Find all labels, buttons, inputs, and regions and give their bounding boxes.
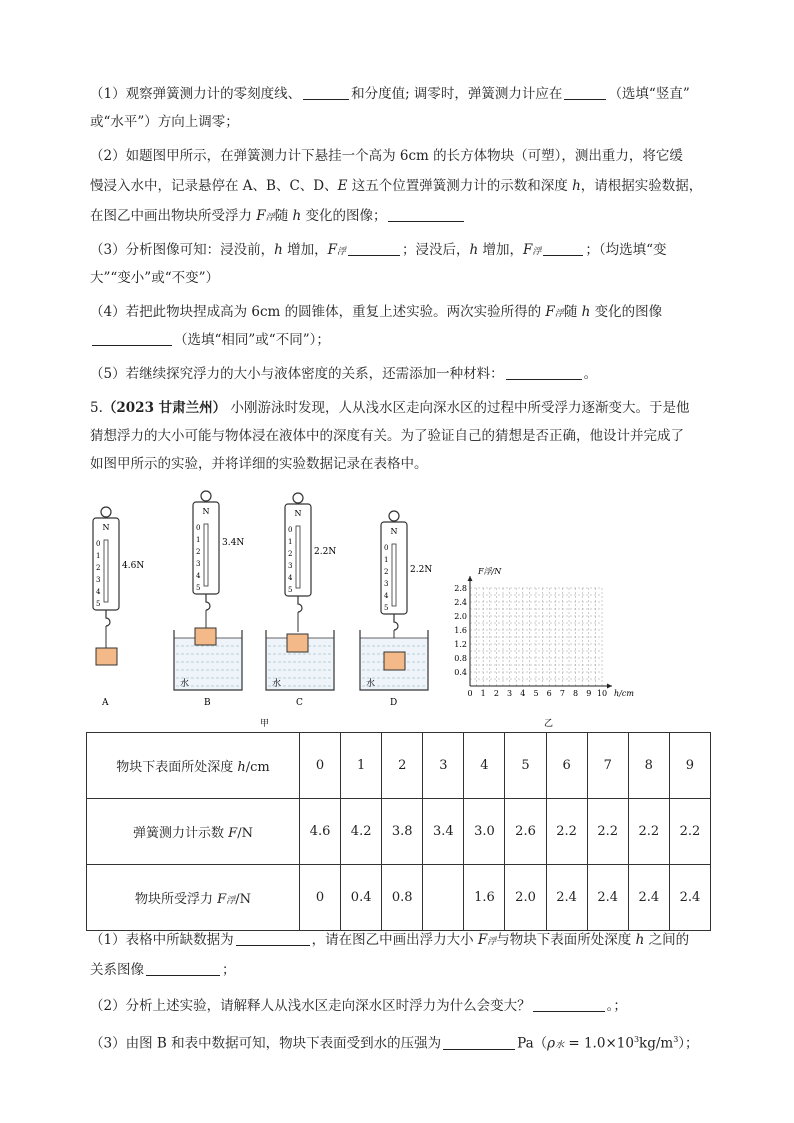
- q4-p2-var-f: F: [256, 208, 266, 224]
- answer-blank[interactable]: [564, 85, 606, 100]
- q4-p3-var-h: h: [274, 242, 283, 258]
- x-tick-label: 0: [467, 689, 473, 698]
- caption-yi: 乙: [544, 719, 554, 729]
- q4-p2-sub: 浮: [265, 213, 275, 223]
- q4-p1-text-c: （选填“竖直”: [608, 86, 690, 102]
- tick: 2: [288, 550, 293, 558]
- q5-a1-text-b: ，请在图乙中画出浮力大小: [311, 932, 478, 948]
- q4-p4-sub: 浮: [554, 309, 564, 319]
- q4-p2-text-c: 这五个位置弹簧测力计的示数和深度: [347, 178, 573, 194]
- q4-p4-var-f: F: [545, 304, 555, 320]
- scale-a: [93, 507, 144, 708]
- q5-a2-text-b: 。；: [606, 998, 627, 1014]
- q5-a1-text-f: ；: [222, 962, 236, 978]
- scale-b-n-label: N: [202, 507, 210, 516]
- q4-p2-text-b: 慢浸入水中，记录悬停在 A、B、C、D、: [90, 178, 338, 194]
- tick: 0: [384, 544, 389, 552]
- header-var: F: [228, 826, 238, 841]
- q4-p3-sub2: 浮: [532, 247, 542, 257]
- answer-blank[interactable]: [543, 241, 583, 256]
- x-axis-label: h/cm: [614, 689, 634, 698]
- cell: 2.6: [505, 799, 546, 865]
- answer-blank[interactable]: [236, 931, 310, 946]
- q4-p3-sub: 浮: [336, 247, 346, 257]
- q5-source: （2023 甘肃兰州）: [102, 400, 227, 416]
- q5-text-1: 小刚游泳时发现，人从浅水区走向深水区的过程中所受浮力逐渐变大。于是他: [226, 400, 690, 416]
- tick: 1: [196, 536, 201, 544]
- x-tick-label: 4: [520, 689, 526, 698]
- tick: 4: [288, 574, 293, 582]
- q5-a1-text-d: 之间的: [644, 932, 690, 948]
- q4-p4-text-a: （4）若把此物块捏成高为 6cm 的圆锥体，重复上述实验。两次实验所得的: [90, 304, 546, 320]
- cell: 2.4: [587, 865, 628, 931]
- cell: 2.2: [628, 799, 669, 865]
- q5-a3-exp: 3: [633, 1035, 640, 1044]
- header-text: 物块所受浮力: [135, 892, 218, 907]
- y-axis-label: F浮/N: [478, 567, 502, 576]
- q5-a1-var-h: h: [635, 932, 645, 948]
- q5-text-3: 如图甲所示的实验，并将详细的实验数据记录在表格中。: [90, 456, 428, 472]
- q4-p4-text-c: 变化的图像: [590, 304, 663, 320]
- q5-a1-text-c: 与物块下表面所处深度: [496, 932, 636, 948]
- q4-p3-text-a: （3）分析图像可知：浸没前，: [90, 242, 275, 258]
- label-b: B: [204, 698, 211, 708]
- cell: 3.4: [423, 799, 464, 865]
- cell: 2.4: [669, 865, 710, 931]
- q4-p3-var-h2: h: [469, 242, 479, 258]
- q4-part1-line1: [90, 84, 710, 104]
- q4-part3-line2: [90, 268, 710, 288]
- cell: 1.6: [464, 865, 505, 931]
- q5-a3-text-a: （3）由图 B 和表中数据可知，物块下表面受到水的压强为: [90, 1035, 442, 1052]
- q4-p1-text-b: 和分度值; 调零时，弹簧测力计应在: [351, 86, 563, 102]
- scale-d-reading: 2.2N: [410, 565, 433, 575]
- cell: 1: [341, 733, 382, 799]
- tick: 1: [96, 552, 101, 560]
- label-a: A: [102, 698, 109, 708]
- y-tick-label: 2.8: [454, 584, 467, 593]
- cell: 5: [505, 733, 546, 799]
- label-d: D: [390, 698, 398, 708]
- cell: 3.0: [464, 799, 505, 865]
- q5-a1-text-a: （1）表格中所缺数据为: [90, 932, 234, 948]
- tick: 2: [384, 568, 389, 576]
- q5-a1-var-f: F: [477, 932, 488, 948]
- q4-part5-line: [90, 364, 710, 384]
- cell: 9: [669, 733, 710, 799]
- q5-stem-line1: [90, 398, 710, 418]
- q4-p2-text-a: （2）如题图甲所示，在弹簧测力计下悬挂一个高为 6cm 的长方体物块（可塑），测出重力，将它缓: [90, 148, 683, 164]
- header-unit: /N: [237, 826, 253, 841]
- scale-b-reading: 3.4N: [222, 538, 245, 548]
- block-c: [287, 634, 308, 652]
- answer-blank[interactable]: [303, 85, 349, 100]
- q4-p3-var-f: F: [327, 242, 337, 258]
- q4-p2-text-e: 在图乙中画出物块所受浮力: [90, 208, 257, 224]
- tick: 4: [384, 592, 389, 600]
- q5-a1-text-e: 关系图像: [90, 962, 144, 978]
- scale-c-reading: 2.2N: [314, 547, 337, 557]
- cell: 6: [546, 733, 587, 799]
- cell: 0: [300, 733, 341, 799]
- q5-stem-line3: [90, 454, 710, 474]
- data-table: [86, 732, 711, 931]
- cell: 2.0: [505, 865, 546, 931]
- table-row: [87, 799, 711, 865]
- table-row: [87, 865, 711, 931]
- row-header-buoyancy: [87, 865, 300, 931]
- scale-d: [360, 511, 432, 708]
- y-tick-label: 2.4: [454, 598, 467, 607]
- tick: 5: [384, 604, 389, 612]
- header-sub: 浮: [226, 896, 236, 906]
- table-row: [87, 733, 711, 799]
- caption-jia: 甲: [260, 719, 270, 729]
- tick: 3: [196, 560, 201, 568]
- q4-p2-var-h2: h: [292, 208, 302, 224]
- tick: 0: [196, 524, 201, 532]
- header-var: h: [237, 760, 246, 775]
- q4-p4-text-b: 随: [563, 304, 582, 320]
- cell: 4: [464, 733, 505, 799]
- tick: 1: [384, 556, 389, 564]
- x-tick-label: 9: [586, 689, 592, 698]
- tick: 0: [96, 540, 101, 548]
- q5-a2-text-a: （2）分析上述实验，请解释人从浅水区走向深水区时浮力为什么会变大？: [90, 998, 531, 1014]
- cell: 4.6: [300, 799, 341, 865]
- q4-p3-text-d: 增加，: [478, 242, 523, 258]
- cell: 0.4: [341, 865, 382, 931]
- row-header-reading: [87, 799, 300, 865]
- scale-b: [174, 491, 244, 708]
- scale-a-reading: 4.6N: [122, 561, 145, 571]
- answer-blank[interactable]: [146, 961, 220, 976]
- q4-p3-text-c: ；浸没后，: [401, 242, 470, 258]
- tick: 5: [288, 586, 293, 594]
- missing-cell[interactable]: [423, 865, 464, 931]
- scale-c: [266, 493, 336, 708]
- tick: 3: [96, 576, 101, 584]
- cell: 0: [300, 865, 341, 931]
- q5-number: 5.: [90, 400, 103, 416]
- label-c: C: [296, 698, 303, 708]
- header-unit: /cm: [245, 760, 270, 775]
- scale-a-n-label: N: [102, 523, 110, 532]
- y-tick-label: 0.4: [454, 668, 467, 677]
- cell: 2.4: [628, 865, 669, 931]
- tick: 4: [96, 588, 101, 596]
- tick: 2: [196, 548, 201, 556]
- q5-part2-line: [90, 996, 710, 1016]
- cell: 0.8: [382, 865, 423, 931]
- x-tick-label: 2: [493, 689, 499, 698]
- header-unit: /N: [235, 892, 251, 907]
- q5-a1-sub: 浮: [487, 937, 497, 947]
- q4-part2-line1: [90, 146, 710, 166]
- q5-stem-line2: [90, 426, 710, 446]
- tick: 4: [196, 572, 201, 580]
- answer-blank[interactable]: [506, 365, 582, 380]
- q5-part3-line: [90, 1030, 710, 1056]
- q4-p2-text-d: ，请根据实验数据，: [580, 178, 703, 194]
- water-label-d: 水: [366, 679, 376, 689]
- tick: 2: [96, 564, 101, 572]
- y-tick-label: 0.8: [454, 654, 467, 663]
- water-label-b: 水: [180, 679, 190, 689]
- q5-text-2: 猜想浮力的大小可能与物体浸在液体中的深度有关。为了验证自己的猜想是否正确，他设计并完成了: [90, 428, 684, 444]
- row-header-depth: [87, 733, 300, 799]
- x-tick-label: 10: [596, 689, 608, 698]
- q4-p3-text-f: 大”“变小”或“不变”）: [90, 270, 220, 286]
- cell: 2.2: [546, 799, 587, 865]
- cell: 3: [423, 733, 464, 799]
- water-label-c: 水: [272, 679, 282, 689]
- block-a: [96, 648, 117, 665]
- q4-p5-text-a: （5）若继续探究浮力的大小与液体密度的关系，还需添加一种材料：: [90, 366, 504, 382]
- y-axis-arrow: [468, 576, 473, 581]
- q4-p2-var-h: h: [572, 178, 581, 194]
- experiment-figure: [88, 490, 648, 730]
- cell: 4.2: [341, 799, 382, 865]
- cell: 3.8: [382, 799, 423, 865]
- answer-blank[interactable]: [348, 241, 400, 256]
- q5-a3-text-d: kg/m: [639, 1035, 674, 1052]
- q5-a3-text-c: = 1.0×10: [564, 1035, 634, 1052]
- tick: 0: [288, 526, 293, 534]
- q5-part1-line2: [90, 960, 710, 980]
- q4-p2-text-g: 变化的图像；: [301, 208, 387, 224]
- q5-a3-rho: ρ: [547, 1035, 556, 1052]
- block-b: [195, 628, 216, 645]
- y-tick-label: 1.2: [454, 640, 467, 649]
- scale-d-n-label: N: [390, 527, 398, 536]
- q4-part2-line2: [90, 176, 710, 196]
- q5-a3-text-e: ）；: [678, 1035, 699, 1052]
- y-tick-label: 1.6: [454, 626, 467, 635]
- q4-part2-line3: [90, 206, 710, 228]
- q4-p4-var-h: h: [581, 304, 591, 320]
- scale-c-n-label: N: [294, 509, 302, 518]
- tick: 3: [288, 562, 293, 570]
- x-tick-label: 5: [533, 689, 539, 698]
- cell: 2.2: [587, 799, 628, 865]
- graph-yi: [454, 567, 634, 698]
- tick: 5: [196, 584, 201, 592]
- x-tick-label: 3: [507, 689, 513, 698]
- q4-part3-line1: [90, 240, 710, 262]
- x-tick-label: 6: [546, 689, 552, 698]
- cell: 2: [382, 733, 423, 799]
- q4-part1-line2: [90, 112, 710, 132]
- tick: 5: [96, 600, 101, 608]
- q4-p1-text-a: （1）观察弹簧测力计的零刻度线、: [90, 86, 302, 102]
- x-tick-label: 8: [573, 689, 579, 698]
- tick: 1: [288, 538, 293, 546]
- x-tick-label: 7: [559, 689, 565, 698]
- header-text: 弹簧测力计示数: [133, 826, 229, 841]
- cell: 2.2: [669, 799, 710, 865]
- q5-a3-exp2: 3: [673, 1035, 679, 1044]
- q4-p2-letter-e: E: [337, 178, 348, 194]
- x-axis-arrow: [607, 684, 612, 689]
- tick: 3: [384, 580, 389, 588]
- q5-a3-rho-sub: 水: [555, 1040, 565, 1051]
- q4-p3-text-e: ；（均选填“变: [585, 242, 667, 258]
- q4-p2-text-f: 随: [274, 208, 293, 224]
- answer-blank[interactable]: [388, 207, 464, 222]
- header-text: 物块下表面所处深度: [116, 760, 238, 775]
- header-var: F: [217, 892, 227, 907]
- q5-part1-line1: [90, 930, 710, 952]
- q5-a3-text-b: Pa（: [517, 1035, 548, 1052]
- x-tick-label: 1: [480, 689, 486, 698]
- q4-part4-line2: [90, 330, 710, 350]
- answer-blank[interactable]: [92, 331, 172, 346]
- q4-p4-text-d: （选填“相同”或“不同”）；: [174, 332, 330, 348]
- cell: 2.4: [546, 865, 587, 931]
- q4-p3-var-f2: F: [522, 242, 533, 258]
- block-d: [384, 652, 405, 670]
- q4-part4-line1: [90, 302, 710, 324]
- y-tick-label: 2.0: [454, 612, 467, 621]
- q4-p3-text-b: 增加，: [282, 242, 328, 258]
- cell: 7: [587, 733, 628, 799]
- answer-blank[interactable]: [533, 997, 605, 1012]
- cell: 8: [628, 733, 669, 799]
- q4-p1-text-d: 或“水平”）方向上调零；: [90, 114, 239, 130]
- q4-p5-text-b: 。: [583, 366, 598, 382]
- answer-blank[interactable]: [443, 1035, 515, 1050]
